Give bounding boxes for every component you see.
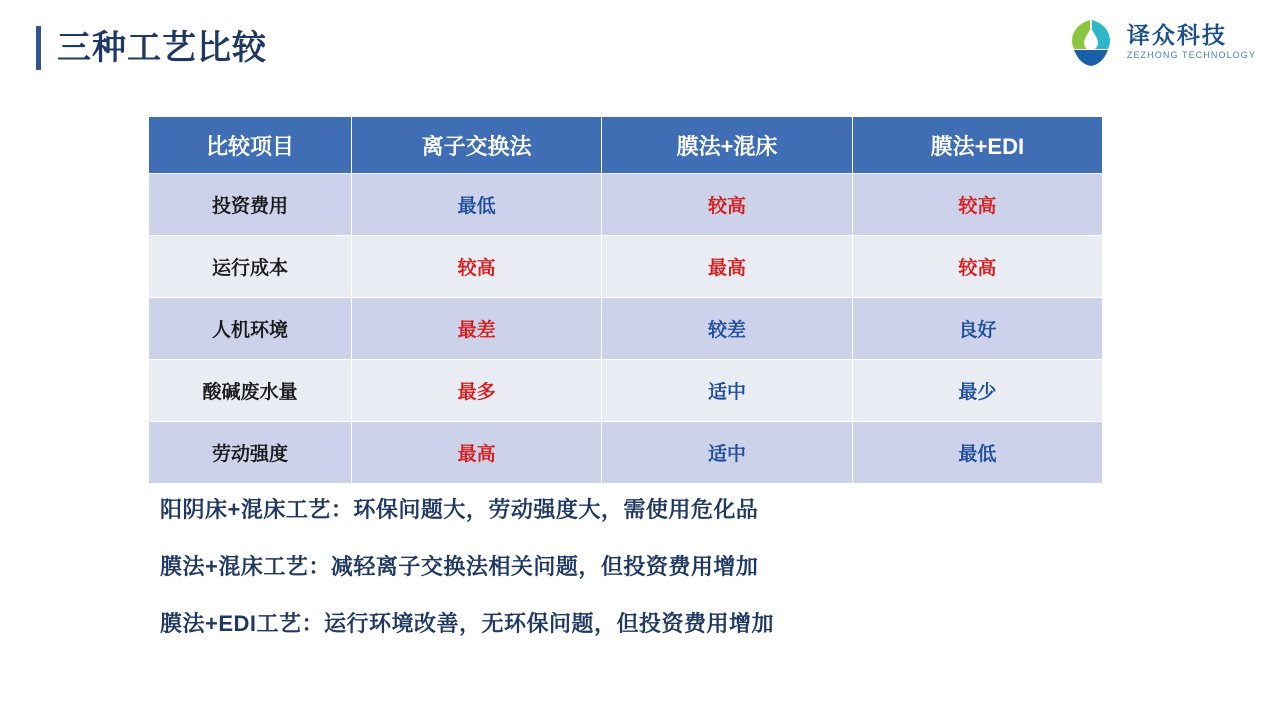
table-cell: 良好 [852, 298, 1102, 360]
company-logo [1063, 14, 1256, 70]
table-row [149, 360, 1103, 422]
table-row [149, 236, 1103, 298]
table-cell: 最低 [352, 174, 602, 236]
table-header-cell: 膜法+EDI [852, 117, 1102, 174]
table-cell: 较高 [602, 174, 852, 236]
summary-notes [160, 493, 1160, 664]
leaf-droplet-logo-icon [1063, 14, 1119, 70]
row-label: 酸碱废水量 [149, 360, 352, 422]
table-cell: 最多 [352, 360, 602, 422]
table-row [149, 298, 1103, 360]
note-line: 膜法+EDI工艺：运行环境改善，无环保问题，但投资费用增加 [160, 611, 775, 636]
table-cell: 最差 [352, 298, 602, 360]
row-label: 投资费用 [149, 174, 352, 236]
logo-text-block [1127, 23, 1256, 61]
table-cell: 适中 [602, 360, 852, 422]
row-label: 人机环境 [149, 298, 352, 360]
table-cell: 较高 [852, 174, 1102, 236]
row-label: 运行成本 [149, 236, 352, 298]
title-accent-bar [36, 26, 41, 70]
table-cell: 较高 [852, 236, 1102, 298]
logo-company-cn: 译众科技 [1126, 21, 1227, 48]
table-row [149, 174, 1103, 236]
page-title [36, 26, 267, 70]
table-cell: 最高 [602, 236, 852, 298]
table-cell: 最少 [852, 360, 1102, 422]
table-cell: 最高 [352, 422, 602, 484]
table-cell: 适中 [602, 422, 852, 484]
table-row [149, 422, 1103, 484]
table-header-cell: 膜法+混床 [602, 117, 852, 174]
table-cell: 最低 [852, 422, 1102, 484]
note-line: 膜法+混床工艺：减轻离子交换法相关问题，但投资费用增加 [160, 554, 759, 579]
title-text: 三种工艺比较 [57, 29, 267, 67]
note-line: 阳阴床+混床工艺：环保问题大，劳动强度大，需使用危化品 [160, 497, 759, 522]
comparison-table [148, 116, 1103, 484]
table-header-row [149, 117, 1103, 174]
table-header-cell: 比较项目 [149, 117, 352, 174]
table-header-cell: 离子交换法 [352, 117, 602, 174]
table-cell: 较高 [352, 236, 602, 298]
table-cell: 较差 [602, 298, 852, 360]
comparison-table-wrapper [148, 116, 1103, 484]
logo-company-en: ZEZHONG TECHNOLOGY [1126, 50, 1256, 61]
row-label: 劳动强度 [149, 422, 352, 484]
